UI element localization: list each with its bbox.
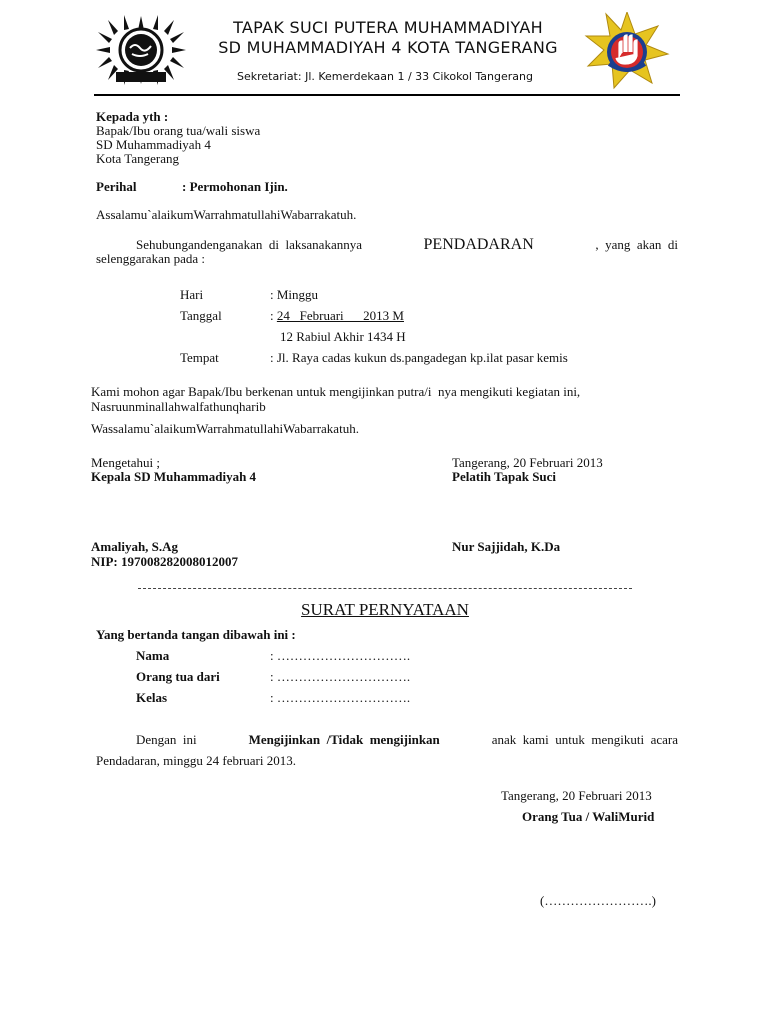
consent-text: anak kami untuk mengikuti acara	[491, 732, 678, 747]
date-value: 24 Februari 2013 M	[276, 308, 404, 323]
parent-blank: : ………………………….	[270, 669, 411, 684]
subject-value: : Permohonan Ijin.	[182, 179, 288, 194]
coach-title: Pelatih Tapak Suci	[452, 469, 557, 484]
day-value: : Minggu	[270, 287, 319, 302]
event-name: PENDADARAN	[423, 236, 534, 253]
headmaster-nip: NIP: 197008282008012007	[91, 554, 238, 569]
place-value: : Jl. Raya cadas kukun ds.pangadegan kp.ilat pasar kemis	[270, 350, 568, 365]
body-text: Sehubungandenganakan di laksanakannya	[136, 237, 362, 252]
headmaster-title: Kepala SD Muhammadiyah 4	[91, 469, 257, 484]
consent-options: Mengijinkan /Tidak mengijinkan	[248, 732, 440, 747]
body-text: , yang akan di	[595, 237, 678, 252]
hijri-date: 12 Rabiul Akhir 1434 H	[280, 329, 406, 344]
closing-greeting: Wassalamu`alaikumWarrahmatullahiWabarrakatuh.	[91, 421, 359, 436]
statement-intro: Yang bertanda tangan dibawah ini :	[96, 627, 296, 642]
class-blank: : ………………………….	[270, 690, 411, 705]
date-value-row	[270, 308, 404, 324]
date-label: Tanggal	[180, 308, 222, 323]
coach-name: Nur Sajjidah, K.Da	[452, 539, 561, 554]
statement-title: SURAT PERNYATAAN	[301, 600, 469, 619]
muhammadiyah-logo	[94, 14, 188, 86]
consent-text: Pendadaran, minggu 24 februari 2013.	[96, 753, 297, 768]
addressee-line: SD Muhammadiyah 4	[96, 137, 211, 152]
request-text: Kami mohon agar Bapak/Ibu berkenan untuk mengijinkan putra/i nya mengikuti kegiatan ini,	[91, 384, 581, 399]
letter-place-date: Tangerang, 20 Februari 2013	[452, 455, 603, 470]
addressee-line: Kota Tangerang	[96, 151, 179, 166]
place-label: Tempat	[180, 350, 219, 365]
name-blank: : ………………………….	[270, 648, 411, 663]
header-secretariat: Sekretariat: Jl. Kemerdekaan 1 / 33 Cikokol Tangerang	[237, 70, 533, 83]
parent-label: Orang tua dari	[136, 669, 220, 684]
acknowledge-label: Mengetahui ;	[91, 455, 160, 470]
consent-text: Dengan ini	[136, 732, 197, 747]
parent-signer: Orang Tua / WaliMurid	[522, 809, 655, 824]
greeting: Assalamu`alaikumWarrahmatullahiWabarrakatuh.	[96, 207, 357, 222]
tapak-suci-logo	[584, 12, 670, 90]
addressee-line: Bapak/Ibu orang tua/wali siswa	[96, 123, 261, 138]
request-text: Nasruunminallahwalfathunqharib	[91, 399, 266, 414]
headmaster-name: Amaliyah, S.Ag	[91, 539, 179, 554]
class-label: Kelas	[136, 690, 168, 705]
statement-place-date: Tangerang, 20 Februari 2013	[501, 788, 652, 803]
name-label: Nama	[136, 648, 170, 663]
header-org-name: TAPAK SUCI PUTERA MUHAMMADIYAH	[233, 18, 543, 37]
addressee-label: Kepada yth :	[96, 109, 169, 124]
header-school-name: SD MUHAMMADIYAH 4 KOTA TANGERANG	[218, 38, 558, 57]
consent-paragraph	[136, 732, 678, 748]
day-label: Hari	[180, 287, 204, 302]
body-text: selenggarakan pada :	[96, 251, 206, 266]
body-paragraph	[136, 236, 678, 254]
date-colon: :	[270, 308, 277, 323]
header-divider	[94, 94, 680, 96]
signature-blank: (…………………….)	[540, 893, 656, 908]
subject-label: Perihal	[96, 179, 137, 194]
cut-line	[138, 588, 632, 589]
